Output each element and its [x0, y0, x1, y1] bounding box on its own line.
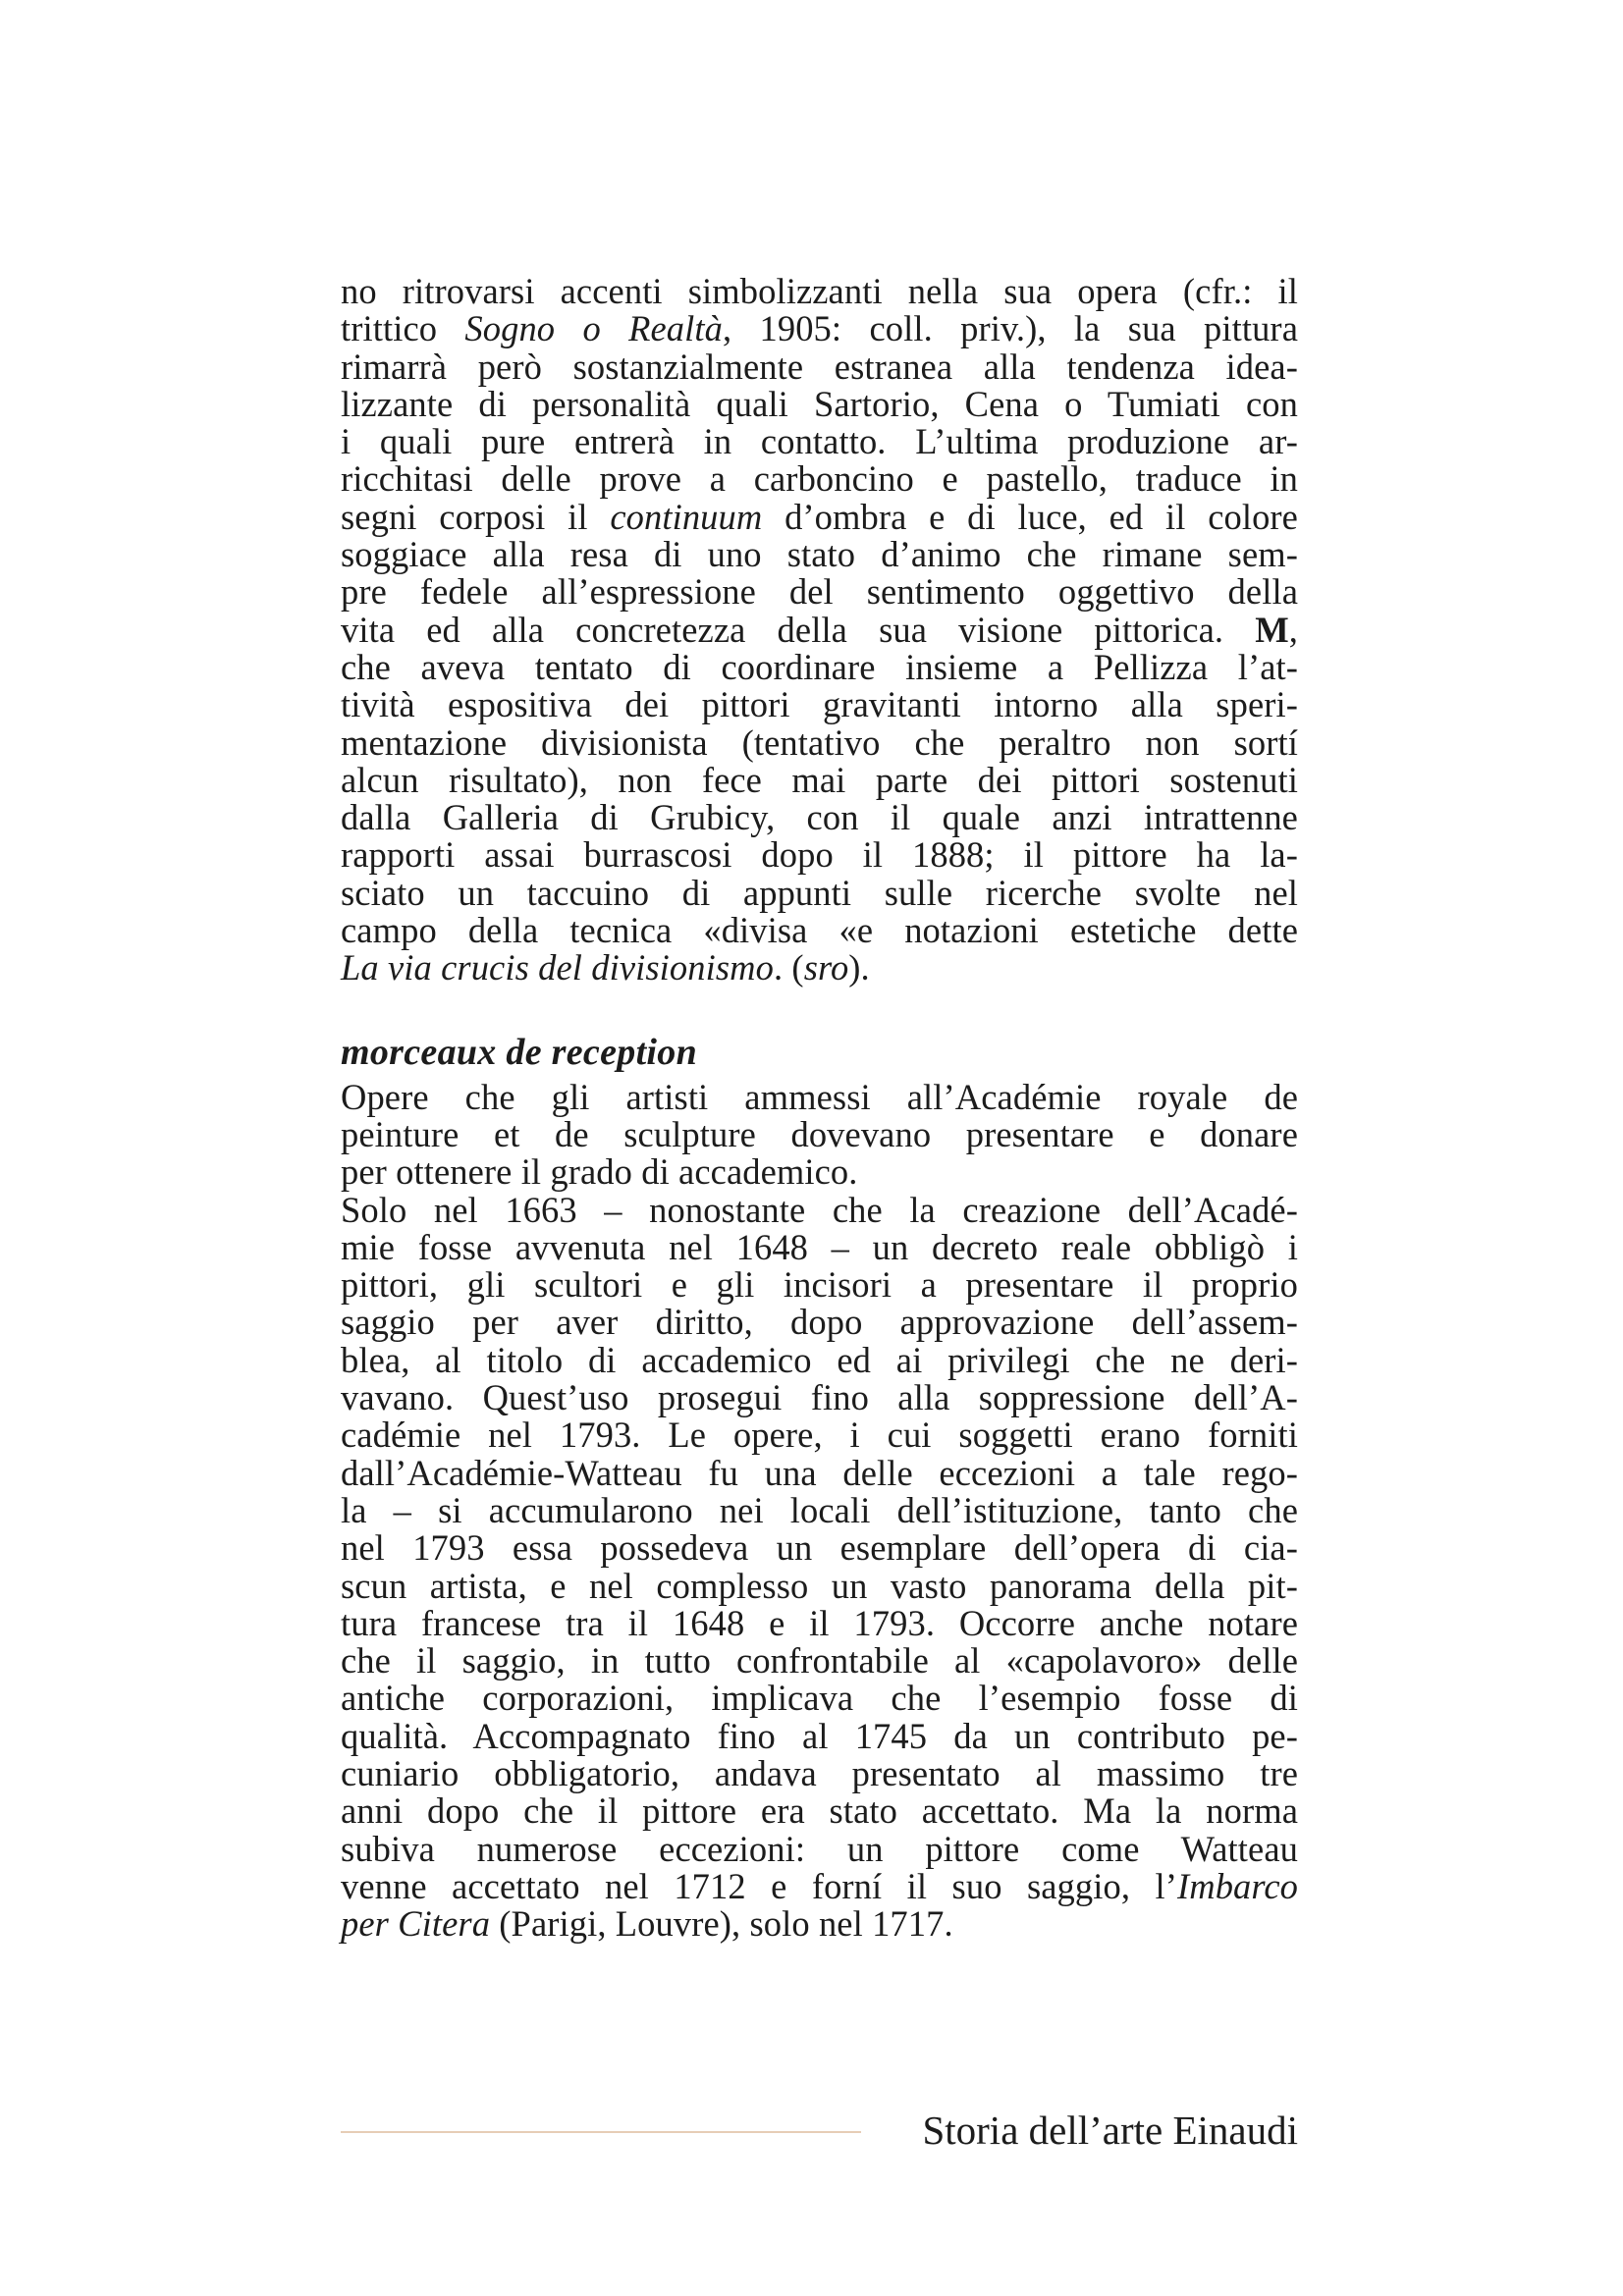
text-span: ricchitasi delle prove a carboncino e pastello, traduce in: [341, 458, 1298, 500]
text-line: [341, 310, 1298, 347]
text-line: [341, 912, 1298, 949]
bold-text-span: M: [1255, 609, 1289, 650]
text-span: soggiace alla resa di uno stato d’animo che rimane sem-: [341, 534, 1298, 575]
text-span: cadémie nel 1793. Le opere, i cui soggetti erano forniti: [341, 1415, 1298, 1456]
text-line: [341, 1113, 1298, 1154]
text-span: subiva numerose eccezioni: un pittore come Watteau: [341, 1828, 1298, 1869]
text-line: [341, 496, 1298, 537]
text-line: [341, 949, 1298, 987]
text-span: dall’Académie-Watteau fu una delle eccezioni a tale rego-: [341, 1452, 1298, 1493]
text-line: [341, 799, 1298, 836]
text-span: , 1905: coll. priv.), la sua pittura: [722, 308, 1298, 349]
italic-text-span: sro: [803, 947, 849, 988]
text-line: [341, 1153, 1298, 1191]
text-line: [341, 1304, 1298, 1341]
italic-text-span: La via crucis del divisionismo: [341, 947, 774, 988]
text-line: [341, 536, 1298, 573]
text-span: dalla Galleria di Grubicy, con il quale anzi intrattenne: [341, 797, 1298, 838]
text-span: tività espositiva dei pittori gravitanti intorno alla speri-: [341, 684, 1298, 725]
text-span: nel 1793 essa possedeva un esemplare dell’opera di cia-: [341, 1527, 1298, 1569]
text-line: [341, 1752, 1298, 1793]
text-span: (Parigi, Louvre), solo nel 1717.: [490, 1903, 953, 1945]
text-span: campo della tecnica «divisa «e notazioni estetiche dette: [341, 910, 1298, 951]
text-span: Opere che gli artisti ammessi all’Académie royale de: [341, 1076, 1298, 1117]
text-line: [341, 1642, 1298, 1680]
text-line: [341, 721, 1298, 763]
text-line: [341, 273, 1298, 310]
text-line: [341, 1489, 1298, 1530]
text-span: scun artista, e nel complesso un vasto panorama della pit-: [341, 1565, 1298, 1606]
text-span: ).: [848, 947, 870, 988]
text-line: [341, 1379, 1298, 1416]
italic-text-span: per Citera: [341, 1903, 491, 1945]
entry-body: [341, 1076, 1298, 1945]
text-span: i quali pure entrerà in contatto. L’ultima produzione ar-: [341, 421, 1298, 462]
text-span: vavano. Quest’uso prosegui fino alla soppressione dell’A-: [341, 1377, 1298, 1418]
text-span: antiche corporazioni, implicava che l’esempio fosse di: [341, 1678, 1298, 1719]
text-span: cuniario obbligatorio, andava presentato al massimo tre: [341, 1752, 1298, 1793]
text-span: no ritrovarsi accenti simbolizzanti nella sua opera (cfr.: il: [341, 271, 1298, 311]
text-line: [341, 348, 1298, 386]
text-line: [341, 1452, 1298, 1493]
text-line: [341, 383, 1298, 424]
text-span: pittori, gli scultori e gli incisori a presentare il proprio: [341, 1264, 1298, 1306]
text-span: sciato un taccuino di appunti sulle ricerche svolte nel: [341, 872, 1298, 913]
italic-text-span: Sogno o Realtà: [464, 308, 723, 349]
text-line: [341, 460, 1298, 498]
text-line: [341, 686, 1298, 723]
footer-title: Storia dell’arte Einaudi: [922, 2108, 1298, 2153]
entry-title: morceaux de reception: [341, 1031, 698, 1073]
text-line: [341, 1865, 1298, 1906]
text-line: [341, 1680, 1298, 1717]
text-line: [341, 872, 1298, 913]
text-line: [341, 1529, 1298, 1567]
text-span: saggio per aver diritto, dopo approvazione dell’assem-: [341, 1302, 1298, 1343]
text-span: peinture et de sculpture dovevano presentare e donare: [341, 1113, 1298, 1154]
text-span: mie fosse avvenuta nel 1648 – un decreto reale obbligò i: [341, 1226, 1298, 1267]
text-span: per ottenere il grado di accademico.: [341, 1151, 858, 1193]
text-span: che il saggio, in tutto confrontabile al «capolavoro» delle: [341, 1640, 1298, 1682]
text-span: trittico: [341, 308, 465, 349]
text-line: [341, 1565, 1298, 1606]
text-line: [341, 573, 1298, 611]
text-span: rimarrà però sostanzialmente estranea alla tendenza idea-: [341, 346, 1298, 387]
text-span: Solo nel 1663 – nonostante che la creazione dell’Acadé-: [341, 1189, 1298, 1230]
italic-text-span: Imbarco: [1176, 1865, 1298, 1906]
text-line: [341, 1792, 1298, 1830]
text-span: rapporti assai burrascosi dopo il 1888; il pittore ha la-: [341, 834, 1298, 876]
text-span: la – si accumularono nei locali dell’istituzione, tanto che: [341, 1489, 1298, 1530]
text-line: [341, 1266, 1298, 1304]
text-span: che aveva tentato di coordinare insieme a Pellizza l’at-: [341, 646, 1298, 687]
text-line: [341, 1715, 1298, 1756]
text-span: d’ombra e di luce, ed il colore: [762, 496, 1298, 537]
text-line: [341, 1076, 1298, 1117]
footer-rule: [341, 2131, 861, 2133]
text-span: . (: [773, 947, 804, 988]
text-span: ,: [1288, 609, 1298, 650]
text-span: anni dopo che il pittore era stato accettato. Ma la norma: [341, 1790, 1298, 1832]
text-span: segni corposi il: [341, 496, 611, 537]
text-span: qualità. Accompagnato fino al 1745 da un contributo pe-: [341, 1715, 1298, 1756]
text-line: [341, 759, 1298, 800]
text-line: [341, 423, 1298, 460]
text-line: [341, 1602, 1298, 1643]
text-span: lizzante di personalità quali Sartorio, Cena o Tumiati con: [341, 383, 1298, 424]
page-text-column: [341, 273, 1298, 1943]
text-line: [341, 646, 1298, 687]
text-span: pre fedele all’espressione del sentimento oggettivo della: [341, 571, 1298, 613]
italic-text-span: continuum: [610, 496, 763, 537]
text-span: mentazione divisionista (tentativo che peraltro non sortí: [341, 721, 1298, 763]
text-line: [341, 1339, 1298, 1380]
text-span: blea, al titolo di accademico ed ai privilegi che ne deri-: [341, 1339, 1298, 1380]
previous-entry-body: [341, 273, 1298, 988]
text-span: tura francese tra il 1648 e il 1793. Occorre anche notare: [341, 1602, 1298, 1643]
text-line: [341, 1828, 1298, 1869]
text-line: [341, 1416, 1298, 1454]
text-span: alcun risultato), non fece mai parte dei pittori sostenuti: [341, 759, 1298, 800]
text-line: [341, 1189, 1298, 1230]
text-line: [341, 609, 1298, 650]
text-line: [341, 1226, 1298, 1267]
text-span: vita ed alla concretezza della sua visione pittorica.: [341, 609, 1256, 650]
text-line: [341, 1905, 1298, 1943]
text-span: venne accettato nel 1712 e forní il suo saggio, l’: [341, 1865, 1177, 1906]
text-line: [341, 836, 1298, 874]
